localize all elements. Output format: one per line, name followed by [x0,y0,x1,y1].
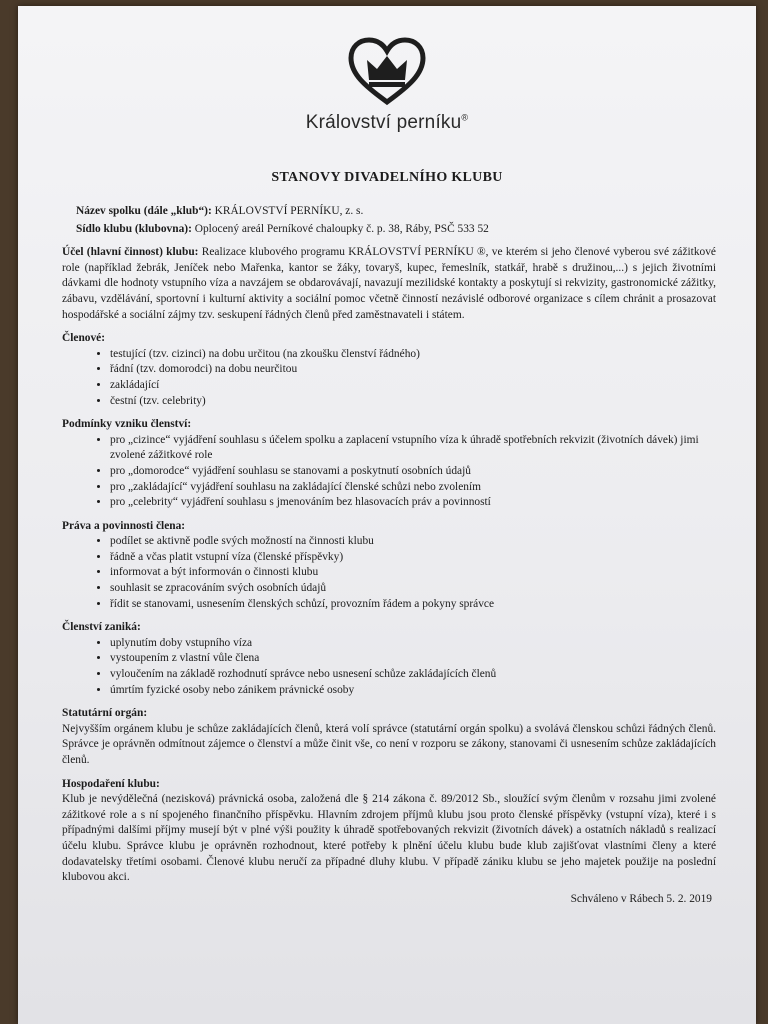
purpose-paragraph [62,245,716,323]
list-item: • pro „zakládající“ vyjádření souhlasu na zakládající členské schůzi nebo zvolením [110,480,716,496]
list-item: • vyloučením na základě rozhodnutí správce nebo usnesení schůze zakládajících členů [110,667,716,683]
members-list [62,347,716,409]
list-item: • řádně a včas platit vstupní víza (členské příspěvky) [110,550,716,566]
list-item: • informovat a být informován o činnosti klubu [110,565,716,581]
document-page [18,6,756,1024]
purpose-text: Realizace klubového programu KRÁLOVSTVÍ PERNÍKU ®, ve kterém si jeho členové vyberou své zážitkové role (například žebrák, Jeníček nebo Mařenka, kantor se žáky, tovaryš, kupec, řemeslník, statkář, hrabě s družinou,...) s jejich životními dávkami dle hodnoty vstupního víza a navzájem se obdarovávají, navazují mezilidské kontakty a poskytují si rekvizity, gastronomické zážitky, zábavu, vzdělávání, sportovní i kulturní aktivity a sociální pomoc včetně činností nezávislé odborové organizace s cílem chránit a prosazovat hospodářské a sociální zájmy tzv. seskupení řádných členů před zaměstnavateli i státem. [62,246,716,321]
list-item: • testující (tzv. cizinci) na dobu určitou (na zkoušku členství řádného) [110,347,716,363]
statutory-text: Nejvyšším orgánem klubu je schůze zakládajících členů, která volí správce (statutární orgán spolku) a svolává členskou schůzi řádných členů. Správce je oprávněn odmítnout zájemce o členství a může činit vše, co není v rozporu se zákony, stanovami či usnesením schůze zakládajících členů. [62,722,716,766]
economy-text: Klub je nevýdělečná (nezisková) právnická osoba, založená dle § 214 zákona č. 89/2012 Sb., sloužící svým členům v rozsahu jimi zvolené zážitkové role a s ní spojeného finančního příspěvku. Hlavním zdrojem příjmů klubu jsou proto členské příspěvky (vstupní víza), které i s případnými dalšími příjmy musejí být v plné výši použity k úhradě spotřebovaných rekvizit (životních dávek) a ostatních nákladů s realizací účelu klubu. Správce klubu je oprávněn rozhodnout, které potřeby k plnění účelu klubu bude klub zajišťovat vlastními členy a které dodavatelsky třetími osobami. Členové klubu neručí za případné dluhy klubu. V případě zániku klubu se jeho majetek použije na poslední klubovou akci. [62,793,716,884]
conditions-list [62,433,716,511]
club-seat-value: Oplocený areál Perníkové chaloupky č. p. 38, Ráby, PSČ 533 52 [194,222,489,235]
list-item: • pro „celebrity“ vyjádření souhlasu s jmenováním bez hlasovacích práv a povinností [110,495,716,511]
list-item: • zakládající [110,378,716,394]
list-item: • pro „domorodce“ vyjádření souhlasu se stanovami a poskytnutí osobních údajů [110,464,716,480]
economy-heading: Hospodaření klubu: [62,777,160,790]
club-seat-row [76,222,716,238]
termination-heading: Členství zaniká: [62,621,141,634]
club-seat-label: Sídlo klubu (klubovna): [76,222,192,235]
list-item: • souhlasit se zpracováním svých osobních údajů [110,581,716,597]
list-item: • pro „cizince“ vyjádření souhlasu s účelem spolku a zaplacení vstupního víza k úhradě spotřebních rekvizit (životních dávek) jimi zvolené zážitkové role [110,433,716,464]
purpose-label: Účel (hlavní činnost) klubu: [62,246,199,259]
list-item: • řádní (tzv. domorodci) na dobu neurčitou [110,362,716,378]
club-name-row [76,204,716,220]
members-heading: Členové: [62,332,106,345]
document-title: STANOVY DIVADELNÍHO KLUBU [271,170,503,185]
statutory-heading: Statutární orgán: [62,707,148,720]
brand-name: Království perníku® [305,112,469,133]
list-item: • čestní (tzv. celebrity) [110,394,716,410]
club-name-label: Název spolku (dále „klub“): [76,205,212,217]
list-item: • podílet se aktivně podle svých možností na činnosti klubu [110,534,716,550]
list-item: • uplynutím doby vstupního víza [110,636,716,652]
logo [18,36,756,134]
club-name-value: KRÁLOVSTVÍ PERNÍKU, z. s. [214,205,364,217]
termination-list [62,636,716,698]
rights-heading: Práva a povinnosti člena: [62,519,186,532]
document-body [62,204,716,907]
rights-list [62,534,716,612]
approval-signature: Schváleno v Rábech 5. 2. 2019 [570,892,712,905]
heart-crown-icon [345,36,429,106]
list-item: • úmrtím fyzické osoby nebo zánikem právnické osoby [110,683,716,699]
conditions-heading: Podmínky vzniku členství: [62,418,192,431]
list-item: • řídit se stanovami, usnesením členských schůzí, provozním řádem a pokyny správce [110,597,716,613]
list-item: • vystoupením z vlastní vůle člena [110,651,716,667]
